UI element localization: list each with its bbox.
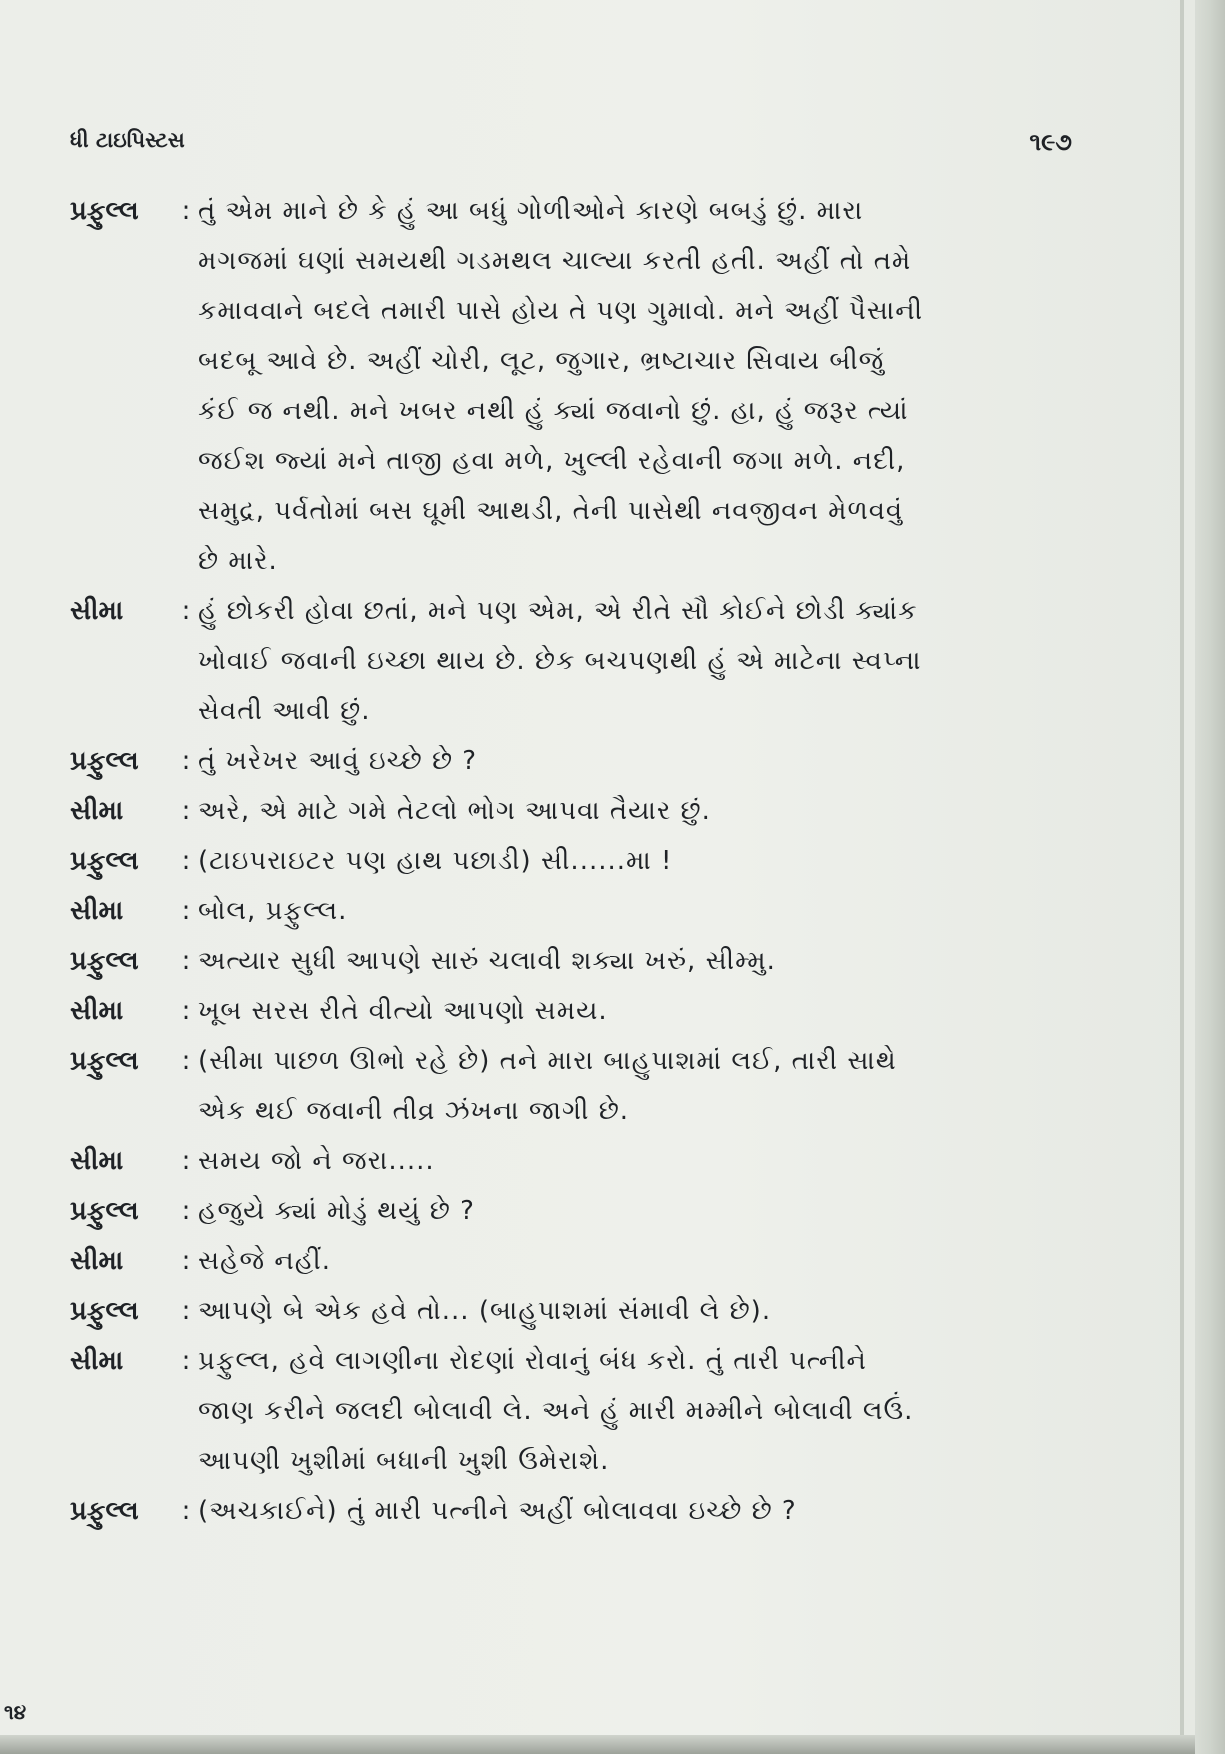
footer-signature-number: ૧૪ — [4, 1700, 27, 1724]
dialogue-text: અત્યાર સુધી આપણે સારું ચલાવી શક્યા ખરું, સીમ્મુ. — [198, 946, 776, 976]
colon: : — [181, 1046, 191, 1076]
dialogue-text: તું એમ માને છે કે હું આ બધું ગોળીઓને કારણે બબડું છું. મારા મગજમાં ઘણાં સમયથી ગડમથલ ચાલ્યા કરતી હતી. અહીં તો તમે કમાવવાને બદલે તમારી પાસે હોય તે પણ ગુમાવો. મને અહીં પૈસાની બદબૂ આવે છે. અહીં ચોરી, લૂટ, જુગાર, ભ્રષ્ટાચાર સિવાય બીજું કંઈ જ નથી. મને ખબર નથી હું ક્યાં જવાનો છું. હા, હું જરૂર ત્યાં જઈશ જ્યાં મને તાજી હવા મળે, ખુલ્લી રહેવાની જગા મળે. નદી, સમુદ્ર, પર્વતોમાં બસ ઘૂમી આથડી, તેની પાસેથી નવજીવન મેળવવું છે મારે. — [198, 196, 923, 576]
dialogue-text: પ્રફુલ્લ, હવે લાગણીના રોદણાં રોવાનું બંધ કરો. તું તારી પત્નીને જાણ કરીને જલદી બોલાવી લે. અને હું મારી મમ્મીને બોલાવી લઉં. આપણી ખુશીમાં બધાની ખુશી ઉમેરાશે. — [198, 1346, 914, 1476]
dialogue-line — [70, 736, 1070, 786]
speaker-name: પ્રફુલ્લ — [70, 1046, 139, 1076]
speaker-name: પ્રફુલ્લ — [70, 1196, 139, 1226]
colon: : — [181, 196, 191, 226]
speaker-name: પ્રફુલ્લ — [70, 196, 139, 226]
speaker-name: સીમા — [70, 1146, 124, 1176]
dialogue-line — [70, 1286, 1070, 1336]
dialogue-line — [70, 786, 1070, 836]
colon: : — [181, 1496, 191, 1526]
dialogue-line — [70, 1236, 1070, 1286]
dialogue-line — [70, 1136, 1070, 1186]
speaker-name: સીમા — [70, 1246, 124, 1276]
dialogue-line — [70, 936, 1070, 986]
dialogue-text: (સીમા પાછળ ઊભો રહે છે) તને મારા બાહુપાશમાં લઈ, તારી સાથે એક થઈ જવાની તીવ્ર ઝંખના જાગી છે. — [198, 1046, 897, 1126]
dialogue-text: (અચકાઈને) તું મારી પત્નીને અહીં બોલાવવા ઇચ્છે છે ? — [198, 1496, 797, 1526]
page-bottom-shadow — [0, 1735, 1195, 1754]
page-number: ૧૯૭ — [1029, 128, 1072, 156]
dialogue-line — [70, 1186, 1070, 1236]
dialogue-line — [70, 586, 1070, 736]
dialogue-body — [70, 186, 1070, 1536]
colon: : — [181, 1296, 191, 1326]
colon: : — [181, 746, 191, 776]
speaker-name: પ્રફુલ્લ — [70, 846, 139, 876]
speaker-name: પ્રફુલ્લ — [70, 1496, 139, 1526]
dialogue-line — [70, 986, 1070, 1036]
next-page-edge — [1195, 0, 1225, 1754]
page-header — [70, 128, 1072, 158]
speaker-name: સીમા — [70, 996, 124, 1026]
dialogue-line — [70, 836, 1070, 886]
page-edge-line — [1180, 0, 1184, 1754]
dialogue-text: અરે, એ માટે ગમે તેટલો ભોગ આપવા તૈયાર છું. — [198, 796, 711, 826]
colon: : — [181, 1196, 191, 1226]
dialogue-text: બોલ, પ્રફુલ્લ. — [198, 896, 348, 926]
dialogue-text: સમય જો ને જરા..... — [198, 1146, 435, 1176]
colon: : — [181, 796, 191, 826]
dialogue-line — [70, 886, 1070, 936]
speaker-name: સીમા — [70, 596, 124, 626]
speaker-name: પ્રફુલ્લ — [70, 746, 139, 776]
dialogue-text: સહેજે નહીં. — [198, 1246, 331, 1276]
colon: : — [181, 596, 191, 626]
colon: : — [181, 1146, 191, 1176]
colon: : — [181, 896, 191, 926]
colon: : — [181, 846, 191, 876]
colon: : — [181, 1246, 191, 1276]
colon: : — [181, 996, 191, 1026]
dialogue-line — [70, 186, 1070, 586]
dialogue-text: તું ખરેખર આવું ઇચ્છે છે ? — [198, 746, 478, 776]
colon: : — [181, 946, 191, 976]
dialogue-text: આપણે બે એક હવે તો... (બાહુપાશમાં સંમાવી લે છે). — [198, 1296, 772, 1326]
speaker-name: સીમા — [70, 1346, 124, 1376]
speaker-name: પ્રફુલ્લ — [70, 946, 139, 976]
colon: : — [181, 1346, 191, 1376]
speaker-name: પ્રફુલ્લ — [70, 1296, 139, 1326]
dialogue-text: ખૂબ સરસ રીતે વીત્યો આપણો સમય. — [198, 996, 608, 1026]
running-title: ધી ટાઇપિસ્ટસ — [70, 128, 185, 152]
speaker-name: સીમા — [70, 896, 124, 926]
dialogue-text: હજુયે ક્યાં મોડું થયું છે ? — [198, 1196, 475, 1226]
dialogue-line — [70, 1036, 1070, 1136]
dialogue-line — [70, 1486, 1070, 1536]
dialogue-text: હું છોકરી હોવા છતાં, મને પણ એમ, એ રીતે સૌ કોઈને છોડી ક્યાંક ખોવાઈ જવાની ઇચ્છા થાય છે. છેક બચપણથી હું એ માટેના સ્વપ્ના સેવતી આવી છું. — [198, 596, 922, 726]
dialogue-text: (ટાઇપરાઇટર પણ હાથ પછાડી) સી......મા ! — [198, 846, 673, 876]
speaker-name: સીમા — [70, 796, 124, 826]
dialogue-line — [70, 1336, 1070, 1486]
